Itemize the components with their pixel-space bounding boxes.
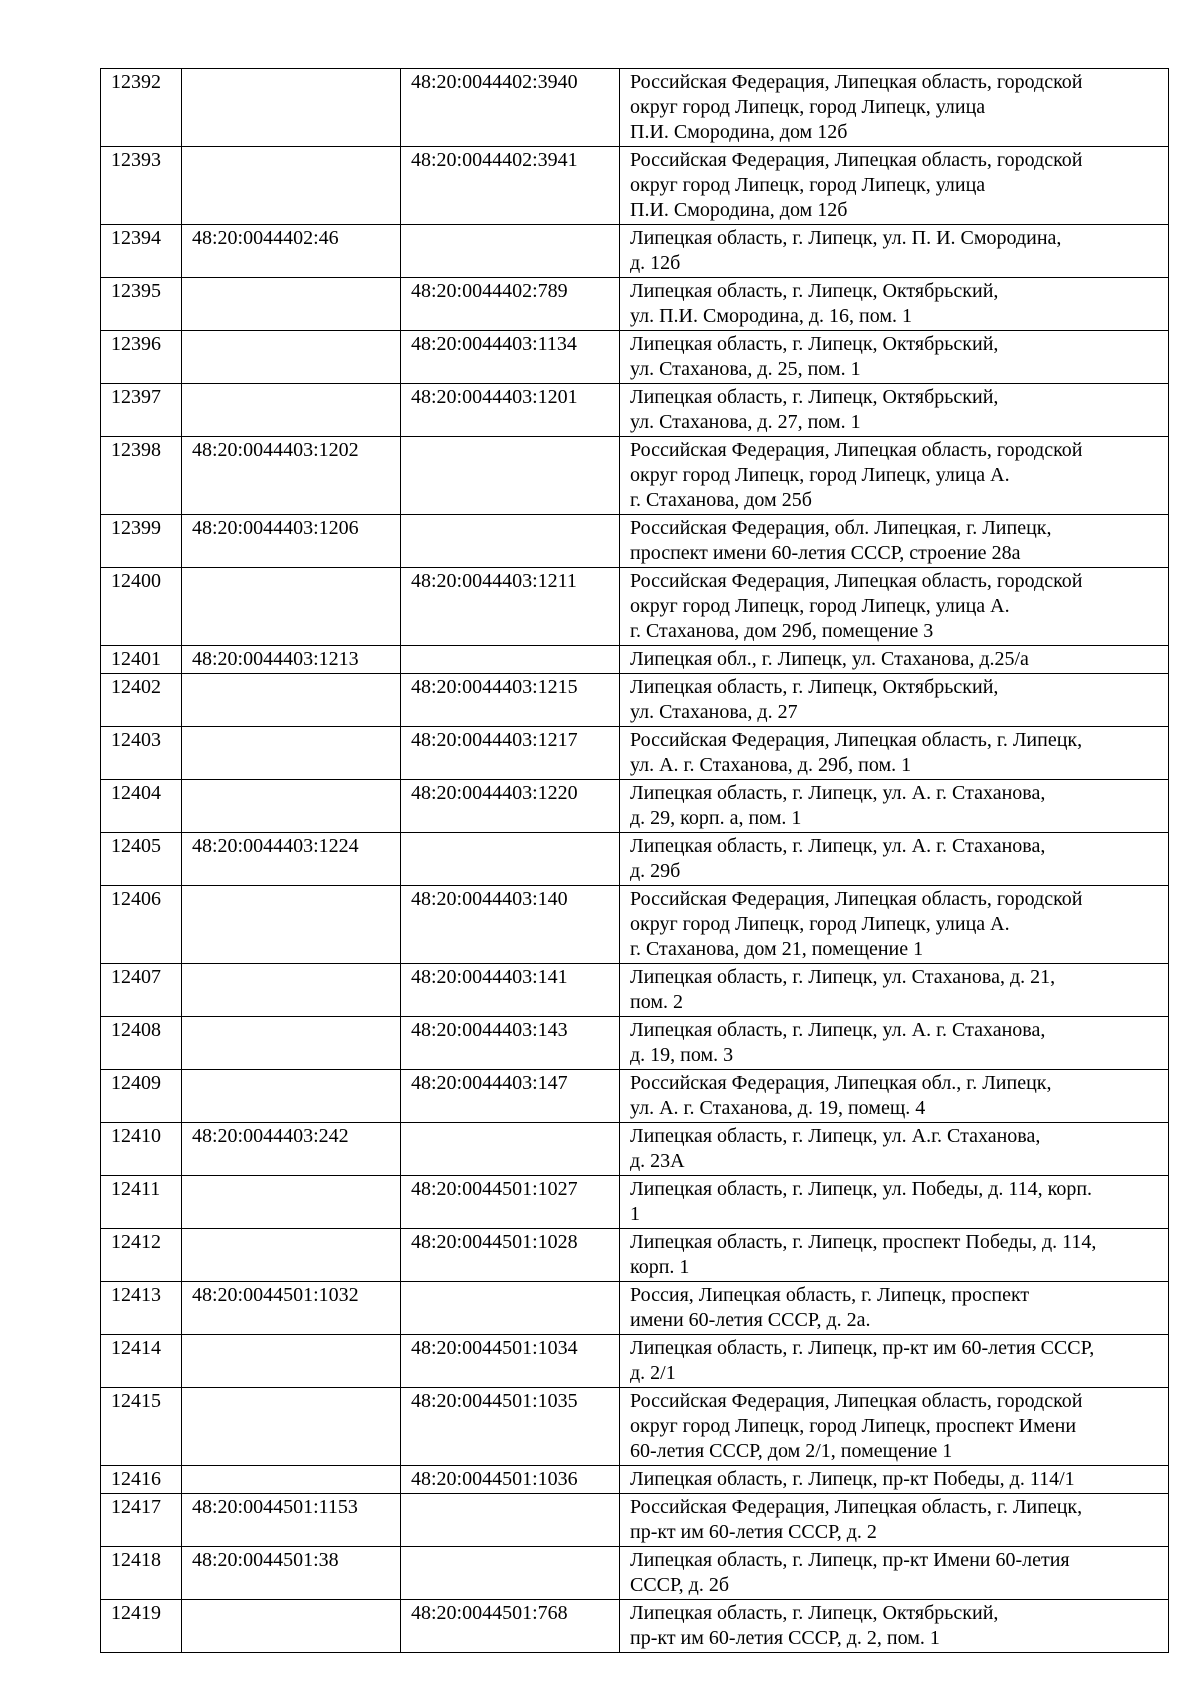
address-cell: Липецкая область, г. Липецк, ул. А. г. Стаханова, д. 29, корп. а, пом. 1	[620, 780, 1169, 833]
land-cadastral-number-cell	[182, 1600, 401, 1653]
object-cadastral-number-cell: 48:20:0044403:1215	[401, 674, 620, 727]
row-number-cell: 12404	[101, 780, 182, 833]
row-number-cell: 12411	[101, 1176, 182, 1229]
object-cadastral-number-cell	[401, 1547, 620, 1600]
address-cell: Российская Федерация, Липецкая обл., г. Липецк, ул. А. г. Стаханова, д. 19, помещ. 4	[620, 1070, 1169, 1123]
object-cadastral-number-cell: 48:20:0044402:789	[401, 278, 620, 331]
table-row	[101, 646, 1169, 674]
land-cadastral-number-cell	[182, 1335, 401, 1388]
address-cell: Российская Федерация, обл. Липецкая, г. Липецк, проспект имени 60-летия СССР, строение 28а	[620, 515, 1169, 568]
row-number-cell: 12417	[101, 1494, 182, 1547]
table-row	[101, 278, 1169, 331]
row-number-cell: 12395	[101, 278, 182, 331]
address-cell: Липецкая обл., г. Липецк, ул. Стаханова, д.25/а	[620, 646, 1169, 674]
row-number-cell: 12392	[101, 69, 182, 147]
address-cell: Российская Федерация, Липецкая область, городской округ город Липецк, город Липецк, улица А. г. Стаханова, дом 29б, помещение 3	[620, 568, 1169, 646]
object-cadastral-number-cell: 48:20:0044403:1134	[401, 331, 620, 384]
land-cadastral-number-cell	[182, 69, 401, 147]
row-number-cell: 12419	[101, 1600, 182, 1653]
row-number-cell: 12402	[101, 674, 182, 727]
row-number-cell: 12412	[101, 1229, 182, 1282]
table-row	[101, 568, 1169, 646]
address-cell: Российская Федерация, Липецкая область, городской округ город Липецк, город Липецк, улица П.И. Смородина, дом 12б	[620, 69, 1169, 147]
address-cell: Российская Федерация, Липецкая область, г. Липецк, пр-кт им 60-летия СССР, д. 2	[620, 1494, 1169, 1547]
table-row	[101, 225, 1169, 278]
land-cadastral-number-cell	[182, 886, 401, 964]
object-cadastral-number-cell: 48:20:0044403:1201	[401, 384, 620, 437]
table-row	[101, 833, 1169, 886]
row-number-cell: 12405	[101, 833, 182, 886]
table-row	[101, 437, 1169, 515]
row-number-cell: 12393	[101, 147, 182, 225]
row-number-cell: 12415	[101, 1388, 182, 1466]
object-cadastral-number-cell: 48:20:0044403:147	[401, 1070, 620, 1123]
land-cadastral-number-cell	[182, 568, 401, 646]
land-cadastral-number-cell	[182, 384, 401, 437]
row-number-cell: 12399	[101, 515, 182, 568]
registry-table-body	[101, 69, 1169, 1653]
row-number-cell: 12408	[101, 1017, 182, 1070]
land-cadastral-number-cell	[182, 674, 401, 727]
land-cadastral-number-cell	[182, 780, 401, 833]
table-row	[101, 1600, 1169, 1653]
object-cadastral-number-cell: 48:20:0044403:1211	[401, 568, 620, 646]
object-cadastral-number-cell: 48:20:0044403:140	[401, 886, 620, 964]
address-cell: Липецкая область, г. Липецк, ул. Победы, д. 114, корп. 1	[620, 1176, 1169, 1229]
object-cadastral-number-cell	[401, 1123, 620, 1176]
row-number-cell: 12416	[101, 1466, 182, 1494]
land-cadastral-number-cell: 48:20:0044403:1224	[182, 833, 401, 886]
row-number-cell: 12407	[101, 964, 182, 1017]
row-number-cell: 12410	[101, 1123, 182, 1176]
address-cell: Липецкая область, г. Липецк, Октябрьский, ул. Стаханова, д. 25, пом. 1	[620, 331, 1169, 384]
table-row	[101, 1282, 1169, 1335]
land-cadastral-number-cell: 48:20:0044403:1206	[182, 515, 401, 568]
row-number-cell: 12418	[101, 1547, 182, 1600]
table-row	[101, 147, 1169, 225]
land-cadastral-number-cell: 48:20:0044501:38	[182, 1547, 401, 1600]
object-cadastral-number-cell	[401, 646, 620, 674]
object-cadastral-number-cell: 48:20:0044403:1217	[401, 727, 620, 780]
row-number-cell: 12397	[101, 384, 182, 437]
land-cadastral-number-cell: 48:20:0044403:242	[182, 1123, 401, 1176]
object-cadastral-number-cell: 48:20:0044403:141	[401, 964, 620, 1017]
land-cadastral-number-cell	[182, 1466, 401, 1494]
address-cell: Липецкая область, г. Липецк, ул. П. И. Смородина, д. 12б	[620, 225, 1169, 278]
address-cell: Липецкая область, г. Липецк, ул. Стаханова, д. 21, пом. 2	[620, 964, 1169, 1017]
row-number-cell: 12414	[101, 1335, 182, 1388]
address-cell: Российская Федерация, Липецкая область, городской округ город Липецк, город Липецк, улица П.И. Смородина, дом 12б	[620, 147, 1169, 225]
land-cadastral-number-cell: 48:20:0044501:1153	[182, 1494, 401, 1547]
land-cadastral-number-cell	[182, 1229, 401, 1282]
table-row	[101, 69, 1169, 147]
object-cadastral-number-cell: 48:20:0044501:1035	[401, 1388, 620, 1466]
table-row	[101, 886, 1169, 964]
object-cadastral-number-cell	[401, 225, 620, 278]
table-row	[101, 1070, 1169, 1123]
table-row	[101, 1017, 1169, 1070]
row-number-cell: 12409	[101, 1070, 182, 1123]
address-cell: Липецкая область, г. Липецк, проспект Победы, д. 114, корп. 1	[620, 1229, 1169, 1282]
table-row	[101, 674, 1169, 727]
land-cadastral-number-cell	[182, 331, 401, 384]
row-number-cell: 12400	[101, 568, 182, 646]
object-cadastral-number-cell	[401, 833, 620, 886]
address-cell: Российская Федерация, Липецкая область, городской округ город Липецк, город Липецк, проспект Имени 60-летия СССР, дом 2/1, помещение 1	[620, 1388, 1169, 1466]
table-row	[101, 331, 1169, 384]
address-cell: Россия, Липецкая область, г. Липецк, проспект имени 60-летия СССР, д. 2а.	[620, 1282, 1169, 1335]
row-number-cell: 12406	[101, 886, 182, 964]
table-row	[101, 1229, 1169, 1282]
object-cadastral-number-cell	[401, 515, 620, 568]
table-row	[101, 1123, 1169, 1176]
table-row	[101, 780, 1169, 833]
land-cadastral-number-cell: 48:20:0044402:46	[182, 225, 401, 278]
address-cell: Российская Федерация, Липецкая область, г. Липецк, ул. А. г. Стаханова, д. 29б, пом. 1	[620, 727, 1169, 780]
land-cadastral-number-cell	[182, 1070, 401, 1123]
table-row	[101, 1547, 1169, 1600]
table-row	[101, 1494, 1169, 1547]
land-cadastral-number-cell	[182, 278, 401, 331]
table-row	[101, 384, 1169, 437]
object-cadastral-number-cell: 48:20:0044402:3941	[401, 147, 620, 225]
address-cell: Липецкая область, г. Липецк, ул. А. г. Стаханова, д. 29б	[620, 833, 1169, 886]
table-row	[101, 727, 1169, 780]
row-number-cell: 12394	[101, 225, 182, 278]
land-cadastral-number-cell: 48:20:0044403:1202	[182, 437, 401, 515]
land-cadastral-number-cell	[182, 964, 401, 1017]
object-cadastral-number-cell: 48:20:0044501:1034	[401, 1335, 620, 1388]
row-number-cell: 12401	[101, 646, 182, 674]
address-cell: Российская Федерация, Липецкая область, городской округ город Липецк, город Липецк, улица А. г. Стаханова, дом 25б	[620, 437, 1169, 515]
address-cell: Липецкая область, г. Липецк, ул. А.г. Стаханова, д. 23А	[620, 1123, 1169, 1176]
table-row	[101, 1466, 1169, 1494]
table-row	[101, 1388, 1169, 1466]
table-row	[101, 1176, 1169, 1229]
land-cadastral-number-cell	[182, 1176, 401, 1229]
land-cadastral-number-cell	[182, 1017, 401, 1070]
address-cell: Липецкая область, г. Липецк, Октябрьский, ул. Стаханова, д. 27, пом. 1	[620, 384, 1169, 437]
object-cadastral-number-cell: 48:20:0044403:1220	[401, 780, 620, 833]
land-cadastral-number-cell	[182, 147, 401, 225]
land-cadastral-number-cell: 48:20:0044501:1032	[182, 1282, 401, 1335]
object-cadastral-number-cell	[401, 1494, 620, 1547]
row-number-cell: 12396	[101, 331, 182, 384]
registry-table	[100, 68, 1169, 1653]
land-cadastral-number-cell	[182, 1388, 401, 1466]
land-cadastral-number-cell: 48:20:0044403:1213	[182, 646, 401, 674]
object-cadastral-number-cell: 48:20:0044501:768	[401, 1600, 620, 1653]
object-cadastral-number-cell	[401, 1282, 620, 1335]
address-cell: Липецкая область, г. Липецк, пр-кт им 60-летия СССР, д. 2/1	[620, 1335, 1169, 1388]
table-row	[101, 515, 1169, 568]
address-cell: Липецкая область, г. Липецк, Октябрьский, ул. П.И. Смородина, д. 16, пом. 1	[620, 278, 1169, 331]
address-cell: Липецкая область, г. Липецк, Октябрьский, ул. Стаханова, д. 27	[620, 674, 1169, 727]
address-cell: Липецкая область, г. Липецк, ул. А. г. Стаханова, д. 19, пом. 3	[620, 1017, 1169, 1070]
object-cadastral-number-cell: 48:20:0044501:1027	[401, 1176, 620, 1229]
address-cell: Российская Федерация, Липецкая область, городской округ город Липецк, город Липецк, улица А. г. Стаханова, дом 21, помещение 1	[620, 886, 1169, 964]
address-cell: Липецкая область, г. Липецк, Октябрьский, пр-кт им 60-летия СССР, д. 2, пом. 1	[620, 1600, 1169, 1653]
object-cadastral-number-cell: 48:20:0044402:3940	[401, 69, 620, 147]
table-row	[101, 964, 1169, 1017]
object-cadastral-number-cell: 48:20:0044403:143	[401, 1017, 620, 1070]
object-cadastral-number-cell: 48:20:0044501:1036	[401, 1466, 620, 1494]
row-number-cell: 12398	[101, 437, 182, 515]
object-cadastral-number-cell: 48:20:0044501:1028	[401, 1229, 620, 1282]
row-number-cell: 12403	[101, 727, 182, 780]
object-cadastral-number-cell	[401, 437, 620, 515]
row-number-cell: 12413	[101, 1282, 182, 1335]
land-cadastral-number-cell	[182, 727, 401, 780]
address-cell: Липецкая область, г. Липецк, пр-кт Победы, д. 114/1	[620, 1466, 1169, 1494]
address-cell: Липецкая область, г. Липецк, пр-кт Имени 60-летия СССР, д. 2б	[620, 1547, 1169, 1600]
table-row	[101, 1335, 1169, 1388]
